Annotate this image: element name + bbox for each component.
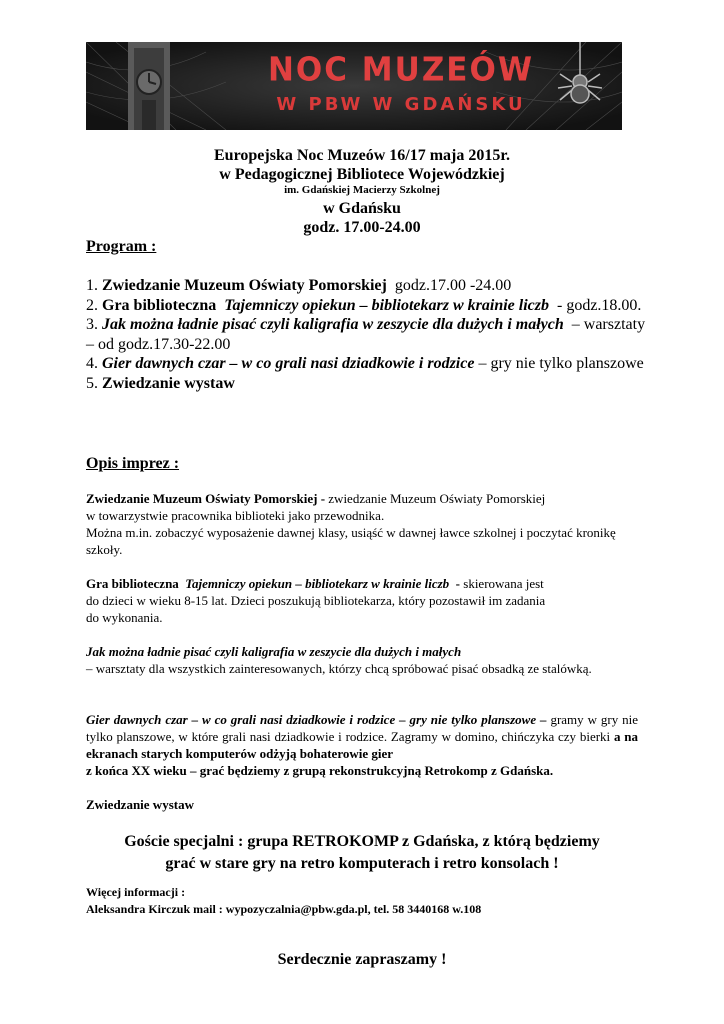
description-heading: Opis imprez :	[86, 455, 180, 472]
header-event-line: Europejska Noc Muzeów 16/17 maja 2015r.	[214, 147, 510, 164]
header-library-line: w Pedagogicznej Bibliotece Wojewódzkiej	[219, 166, 505, 183]
contact-details: Aleksandra Kirczuk mail : wypozyczalnia@pbw.gda.pl, tel. 58 3440168 w.108	[86, 902, 482, 916]
program-item-5: 5. Zwiedzanie wystaw	[86, 374, 235, 392]
header-patron-line: im. Gdańskiej Macierzy Szkolnej	[284, 184, 440, 196]
closing-invitation: Serdecznie zapraszamy !	[277, 951, 447, 968]
program-item-2: 2. Gra biblioteczna Tajemniczy opiekun – bibliotekarz w krainie liczb - godz.18.00.	[86, 296, 642, 314]
special-guests	[0, 831, 724, 875]
tower-icon	[128, 42, 170, 130]
banner-title: NOC MUZEÓW	[267, 51, 535, 89]
special-guests-line-2: grać w stare gry na retro komputerach i retro konsolach !	[165, 855, 559, 872]
program-item-4: 4. Gier dawnych czar – w co grali nasi dziadkowie i rodzice – gry nie tylko planszowe	[86, 355, 644, 372]
description-museum: Zwiedzanie Muzeum Oświaty Pomorskiej - zwiedzanie Muzeum Oświaty Pomorskiej w towarzystwie pracownika biblioteki jako przewodnika. Można m.in. zobaczyć wyposażenie dawnej klasy, usiąść w dawnej ławce szkolnej i poczytać kronikę szkoły.	[86, 491, 616, 557]
contact-info	[86, 884, 481, 918]
description-calligraphy: Jak można ładnie pisać czyli kaligrafia w zeszycie dla dużych i małych – warsztaty dla wszystkich zainteresowanych, którzy chcą spróbować pisać obsadką ze stalówką.	[86, 644, 592, 676]
program-item-1: 1. Zwiedzanie Muzeum Oświaty Pomorskiej godz.17.00 -24.00	[86, 277, 512, 294]
description-library-game: Gra biblioteczna Tajemniczy opiekun – bibliotekarz w krainie liczb - skierowana jest do dzieci w wieku 8-15 lat. Dzieci poszukują bibliotekarza, który pozostawił im zadania do wykonania.	[86, 576, 546, 625]
header-city-line: w Gdańsku	[323, 200, 401, 217]
description-exhibitions: Zwiedzanie wystaw	[86, 797, 194, 812]
program-heading: Program :	[86, 238, 157, 255]
banner-subtitle: W PBW W GDAŃSKU	[276, 94, 526, 115]
special-guests-line-1: Goście specjalni : grupa RETROKOMP z Gdańska, z którą będziemy	[124, 833, 600, 850]
program-list	[86, 276, 646, 393]
header-hours-line: godz. 17.00-24.00	[303, 219, 421, 236]
description-old-games: Gier dawnych czar – w co grali nasi dziadkowie i rodzice – gry nie tylko planszowe – gramy w gry nie tylko planszowe, w które grali nasi dziadkowie i rodzice. Zagramy w domino, chińczyka czy bierki a na ekranach starych komputerów odżyją bohaterowie gier z końca XX wieku – grać będziemy z grupą rekonstrukcyjną Retrokomp z Gdańska.	[86, 712, 638, 778]
event-banner	[86, 42, 622, 130]
program-item-3: 3. Jak można ładnie pisać czyli kaligrafia w zeszycie dla dużych i małych – warsztaty – od godz.17.30-22.00	[86, 316, 646, 353]
contact-heading: Więcej informacji :	[86, 885, 186, 899]
